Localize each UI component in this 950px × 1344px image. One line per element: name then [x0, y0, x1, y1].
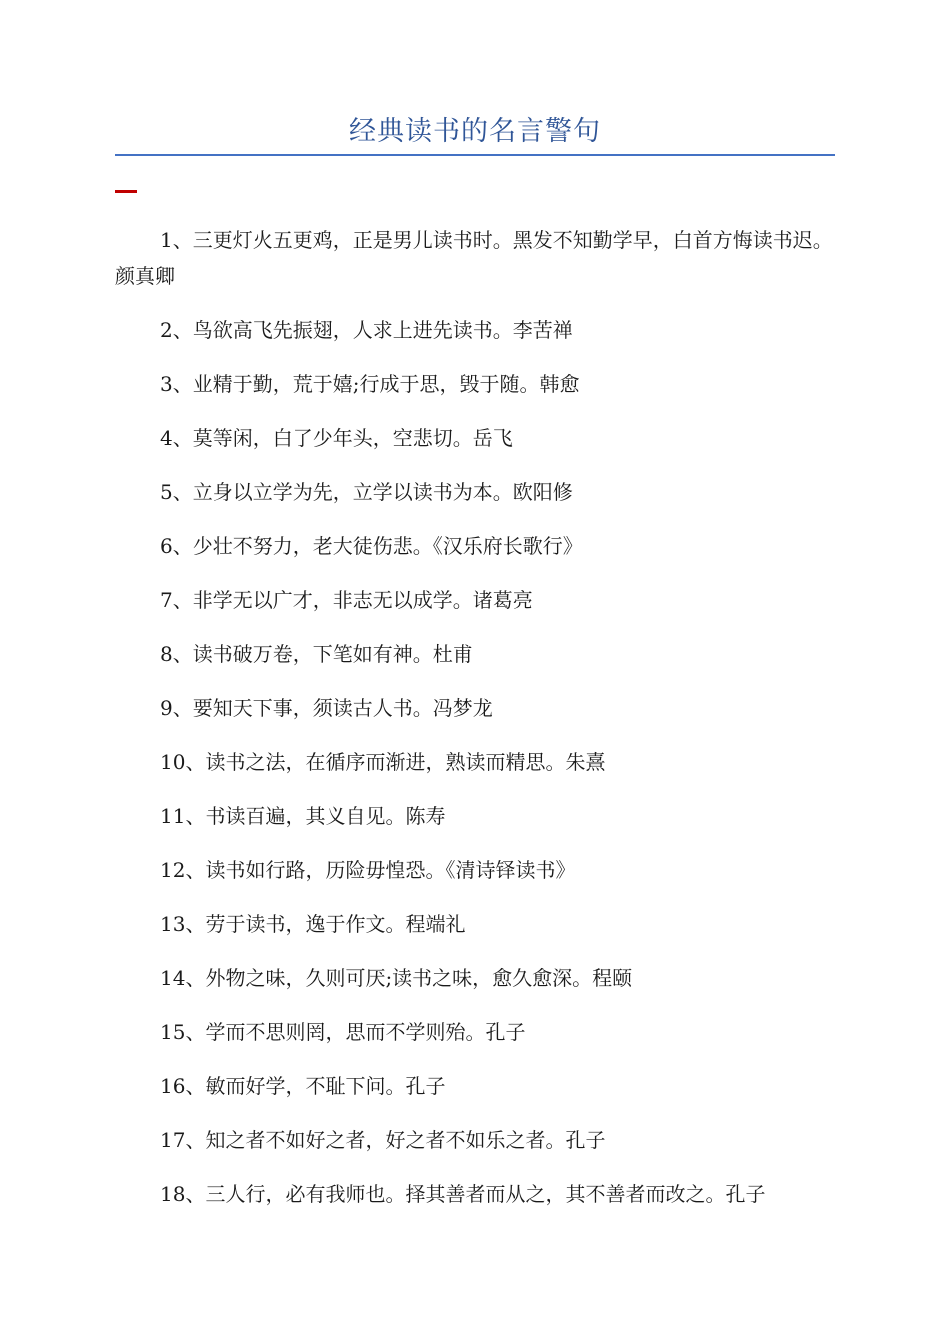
quote-item: 1、三更灯火五更鸡，正是男儿读书时。黑发不知勤学早，白首方悔读书迟。颜真卿: [115, 228, 833, 288]
quote-item: 7、非学无以广才，非志无以成学。诸葛亮: [160, 588, 533, 612]
quote-item: 15、学而不思则罔，思而不学则殆。孔子: [160, 1020, 526, 1044]
title-underline: [115, 154, 835, 156]
quote-item: 6、少壮不努力，老大徒伤悲。《汉乐府长歌行》: [160, 534, 583, 558]
quote-item: 8、读书破万卷，下笔如有神。杜甫: [160, 642, 473, 666]
quote-item: 12、读书如行路，历险毋惶恐。《清诗铎读书》: [160, 858, 576, 882]
quote-item: 2、鸟欲高飞先振翅，人求上进先读书。李苦禅: [160, 318, 573, 342]
quote-item: 11、书读百遍，其义自见。陈寿: [160, 804, 446, 828]
quote-item: 16、敏而好学，不耻下问。孔子: [160, 1074, 446, 1098]
quote-item: 17、知之者不如好之者，好之者不如乐之者。孔子: [160, 1128, 606, 1152]
quote-item: 13、劳于读书，逸于作文。程端礼: [160, 912, 466, 936]
quote-item: 10、读书之法，在循序而渐进，熟读而精思。朱熹: [160, 750, 606, 774]
quote-item: 18、三人行，必有我师也。择其善者而从之，其不善者而改之。孔子: [160, 1182, 766, 1206]
quote-item: 4、莫等闲，白了少年头，空悲切。岳飞: [160, 426, 513, 450]
quote-list: [115, 222, 835, 1230]
quote-item: 9、要知天下事，须读古人书。冯梦龙: [160, 696, 493, 720]
document-title: 经典读书的名言警句: [349, 116, 601, 147]
quote-item: 3、业精于勤，荒于嬉;行成于思，毁于随。韩愈: [160, 372, 580, 396]
quote-item: 14、外物之味，久则可厌;读书之味，愈久愈深。程颐: [160, 966, 633, 990]
quote-item: 5、立身以立学为先，立学以读书为本。欧阳修: [160, 480, 573, 504]
section-marker: [115, 190, 137, 193]
